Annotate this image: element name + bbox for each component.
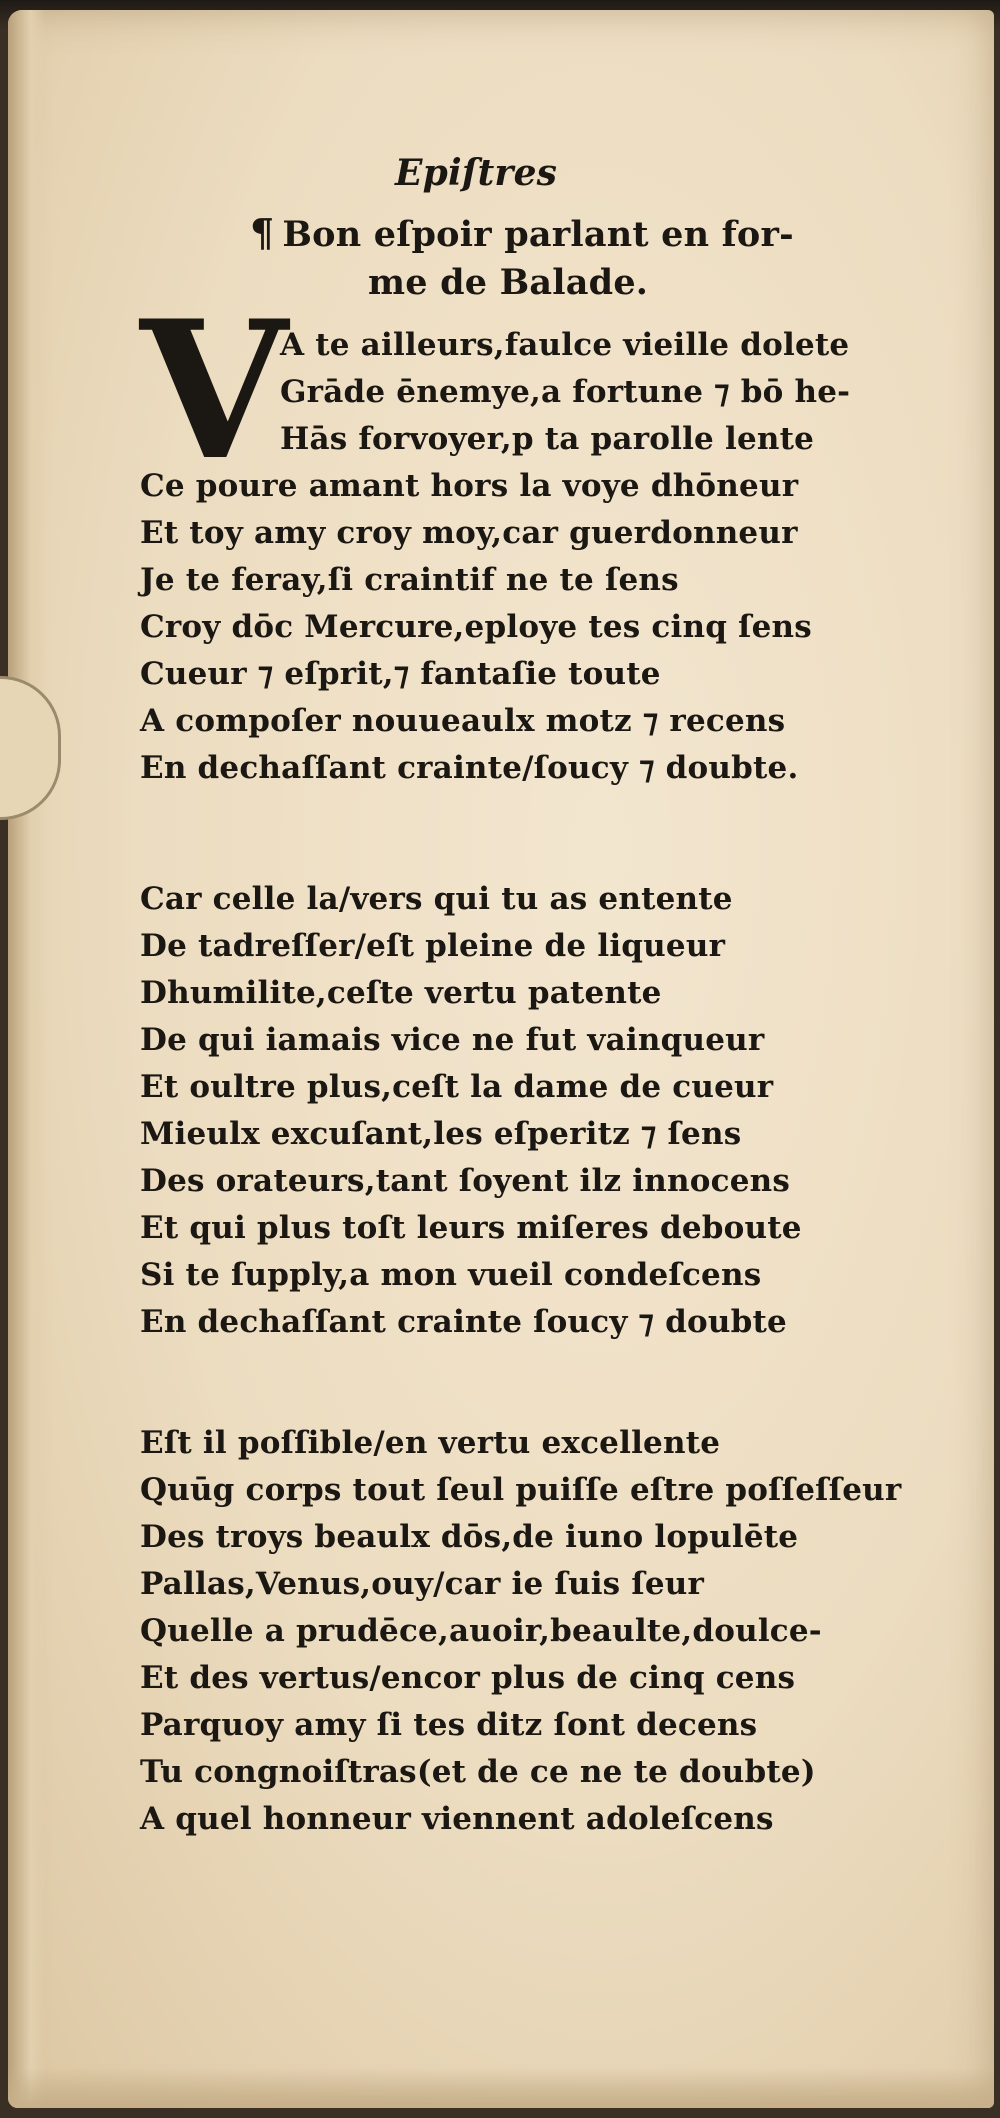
title-line-1-text: Bon eſpoir parlant en for‑ <box>282 214 794 255</box>
verse-line: Hās forvoyer,p ta parolle lente <box>280 421 815 457</box>
verse-line: Ce poure amant hors la voye dhōneur <box>140 468 799 504</box>
verse-line: Quūg corps tout ſeul puiſſe eſtre poſſeſſeur <box>140 1472 902 1508</box>
title-line-2: me de Balade. <box>368 262 649 303</box>
verse-line: Dhumilite,ceſte vertu patente <box>140 975 662 1011</box>
verse-line: Tu congnoiſtras(et de ce ne te doubte) <box>140 1754 816 1790</box>
verse-line: Grāde ēnemye,a fortune ⁊ bō he‑ <box>280 374 851 410</box>
verse-line: Mieulx excuſant,les eſperitz ⁊ ſens <box>140 1116 742 1152</box>
stanza-3 <box>140 1420 940 1843</box>
verse-line: Eſt il poſſible/en vertu excellente <box>140 1425 721 1461</box>
verse-line: En dechaſſant crainte/ſoucy ⁊ doubte. <box>140 750 799 786</box>
title-line-1 <box>250 210 930 262</box>
verse-line: Et toy amy croy moy,car guerdonneur <box>140 515 798 551</box>
verse-line: Si te ſupply,a mon vueil condeſcens <box>140 1257 762 1293</box>
verse-line: Et oultre plus,ceſt la dame de cueur <box>140 1069 774 1105</box>
page-edge-left <box>8 10 46 2108</box>
stanza-2 <box>140 876 940 1346</box>
verse-line: Car celle la/vers qui tu as entente <box>140 881 733 917</box>
verse-line: Croy dōc Mercure,eploye tes cinq ſens <box>140 609 812 645</box>
verse-line: De qui iamais vice ne fut vainqueur <box>140 1022 765 1058</box>
verse-line: Quelle a prudēce,auoir,beaulte,doulce‑ <box>140 1613 822 1649</box>
pilcrow-mark: ¶ <box>250 210 275 255</box>
verse-line: Parquoy amy ſi tes ditz ſont decens <box>140 1707 758 1743</box>
verse-line: Des troys beaulx dōs,de iuno lopulēte <box>140 1519 799 1555</box>
verse-line: Et des vertus/encor plus de cinq cens <box>140 1660 796 1696</box>
page-edge-bottom <box>8 2068 994 2108</box>
verse-line: Cueur ⁊ eſprit,⁊ fantaſie toute <box>140 656 661 692</box>
verse-line: En dechaſſant crainte ſoucy ⁊ doubte <box>140 1304 787 1340</box>
verse-line: Je te feray,ſi craintif ne te ſens <box>140 562 679 598</box>
stanza-1 <box>140 322 940 792</box>
verse-line: Pallas,Venus,ouy/car ie ſuis ſeur <box>140 1566 705 1602</box>
verse-line: A quel honneur viennent adoleſcens <box>140 1801 774 1837</box>
drop-cap: V <box>140 279 288 502</box>
poem-title <box>250 210 930 314</box>
verse-line: De tadreſſer/eſt pleine de liqueur <box>140 928 726 964</box>
running-head: Epiſtres <box>395 152 558 194</box>
verse-line: Et qui plus toſt leurs miſeres deboute <box>140 1210 802 1246</box>
verse-line: A te ailleurs,faulce vieille dolete <box>280 327 850 363</box>
verse-line: Des orateurs,tant ſoyent ilz innocens <box>140 1163 791 1199</box>
verse-line: A compoſer nouueaulx motz ⁊ recens <box>140 703 786 739</box>
